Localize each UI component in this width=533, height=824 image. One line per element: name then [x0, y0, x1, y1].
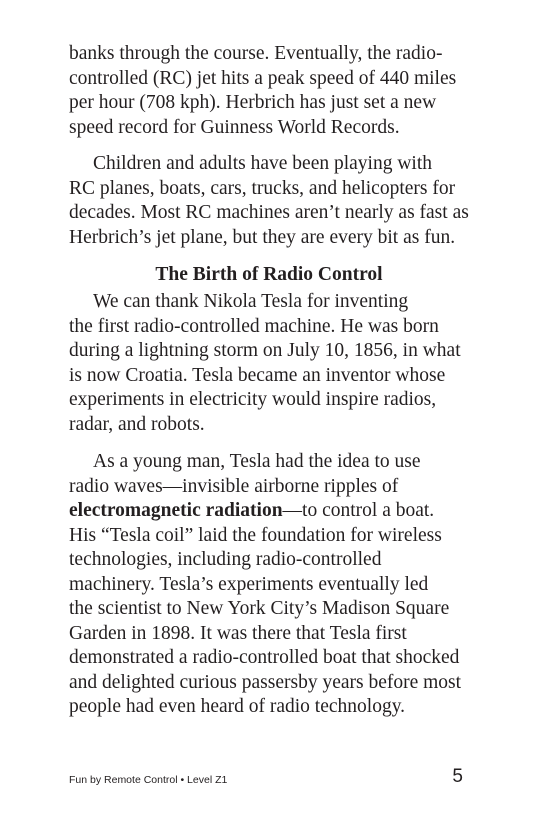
text-line: during a lightning storm on July 10, 1856, in what [69, 340, 461, 361]
text-line: Herbrich’s jet plane, but they are every bit as fun. [69, 226, 456, 248]
section-heading: The Birth of Radio Control [155, 264, 383, 285]
text-fragment: —to control a boat. [282, 500, 435, 521]
paragraph-2 [69, 152, 469, 250]
text-line: experiments in electricity would inspire radios, [69, 389, 437, 410]
text-line: the first radio-controlled machine. He was born [69, 315, 439, 337]
text-line: As a young man, Tesla had the idea to use [93, 451, 421, 472]
vocabulary-term: electromagnetic radiation [69, 500, 283, 521]
page-number: 5 [452, 766, 463, 787]
text-line: and delighted curious passersby years before most [69, 671, 462, 693]
text-line: controlled (RC) jet hits a peak speed of 440 miles [69, 67, 457, 89]
text-line: radar, and robots. [69, 413, 205, 435]
text-line: per hour (708 kph). Herbrich has just set a new [69, 92, 437, 113]
text-line: radio waves—invisible airborne ripples of [69, 475, 399, 497]
text-line: demonstrated a radio-controlled boat that shocked [69, 647, 460, 668]
text-line: banks through the course. Eventually, the radio- [69, 43, 443, 64]
text-line: the scientist to New York City’s Madison Square [69, 598, 450, 619]
paragraph-1 [69, 42, 469, 140]
text-line [69, 499, 469, 524]
text-line: His “Tesla coil” laid the foundation for wireless [69, 524, 442, 546]
text-line: machinery. Tesla’s experiments eventually led [69, 573, 429, 595]
text-line: speed record for Guinness World Records. [69, 116, 400, 138]
text-line: decades. Most RC machines aren’t nearly as fast as [69, 202, 469, 223]
footer-book-title: Fun by Remote Control • Level Z1 [69, 774, 228, 786]
text-line: people had even heard of radio technology. [69, 696, 406, 717]
text-line: RC planes, boats, cars, trucks, and helicopters for [69, 177, 456, 199]
text-line: Children and adults have been playing with [93, 153, 433, 174]
section-heading-block [69, 263, 469, 288]
paragraph-3 [69, 290, 469, 437]
text-line: We can thank Nikola Tesla for inventing [93, 291, 409, 312]
text-line: is now Croatia. Tesla became an inventor whose [69, 364, 446, 386]
text-line: technologies, including radio-controlled [69, 549, 382, 570]
text-line: Garden in 1898. It was there that Tesla first [69, 622, 407, 644]
page-footer [69, 764, 463, 788]
paragraph-4 [69, 450, 469, 720]
